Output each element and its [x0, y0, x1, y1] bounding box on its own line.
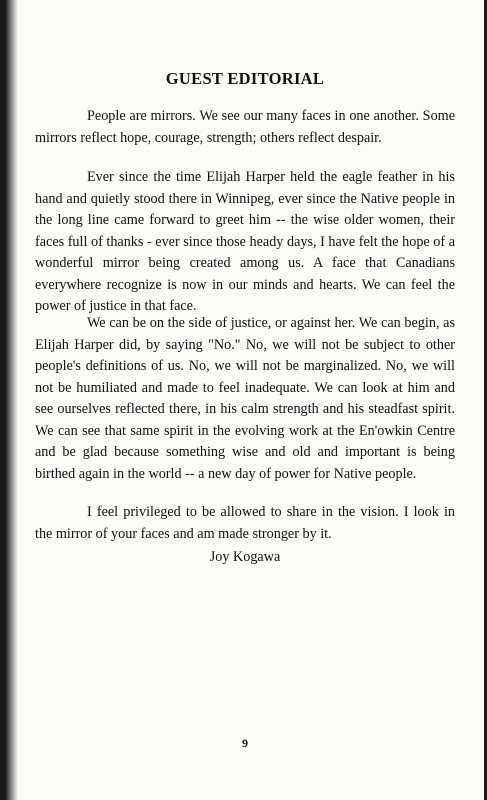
paragraph-text: We can be on the side of justice, or against her. We can begin, as Elijah Harper did, by saying "No." No, we will not be subject to other people's definitions of us. No, we will not be marginalized. No, we will not be humiliated and made to feel inadequate. We can look at him and see ourselves reflected there, in his calm strength and his steadfast spirit. We can see that same spirit in the evolving work at the En'owkin Centre and be glad because something wise and old and important is being birthed again in the world -- a new day of power for Native people. [35, 315, 455, 482]
book-page [6, 0, 484, 800]
paragraph-4 [35, 502, 455, 545]
paragraph-text: People are mirrors. We see our many faces in one another. Some mirrors reflect hope, courage, strength; others reflect despair. [35, 108, 455, 146]
paragraph-2 [35, 167, 455, 318]
page-number: 9 [242, 736, 248, 750]
editorial-title: GUEST EDITORIAL [165, 69, 325, 88]
author-signature: Joy Kogawa [209, 549, 281, 565]
page-edge-shadow [6, 0, 18, 800]
paragraph-text: I feel privileged to be allowed to share in the vision. I look in the mirror of your faces and am made stronger by it. [35, 504, 455, 542]
paragraph-text: Ever since the time Elijah Harper held the eagle feather in his hand and quietly stood there in Winnipeg, ever since the Native people in the long line came forward to greet him -- the wise older women, their faces full of thanks - ever since those heady days, I have felt the hope of a wonderful mirror being created among us. A face that Canadians everywhere recognize is now in our minds and hearts. We can feel the power of justice in that face. [35, 169, 455, 314]
paragraph-3 [35, 313, 455, 485]
paragraph-1 [35, 106, 455, 149]
